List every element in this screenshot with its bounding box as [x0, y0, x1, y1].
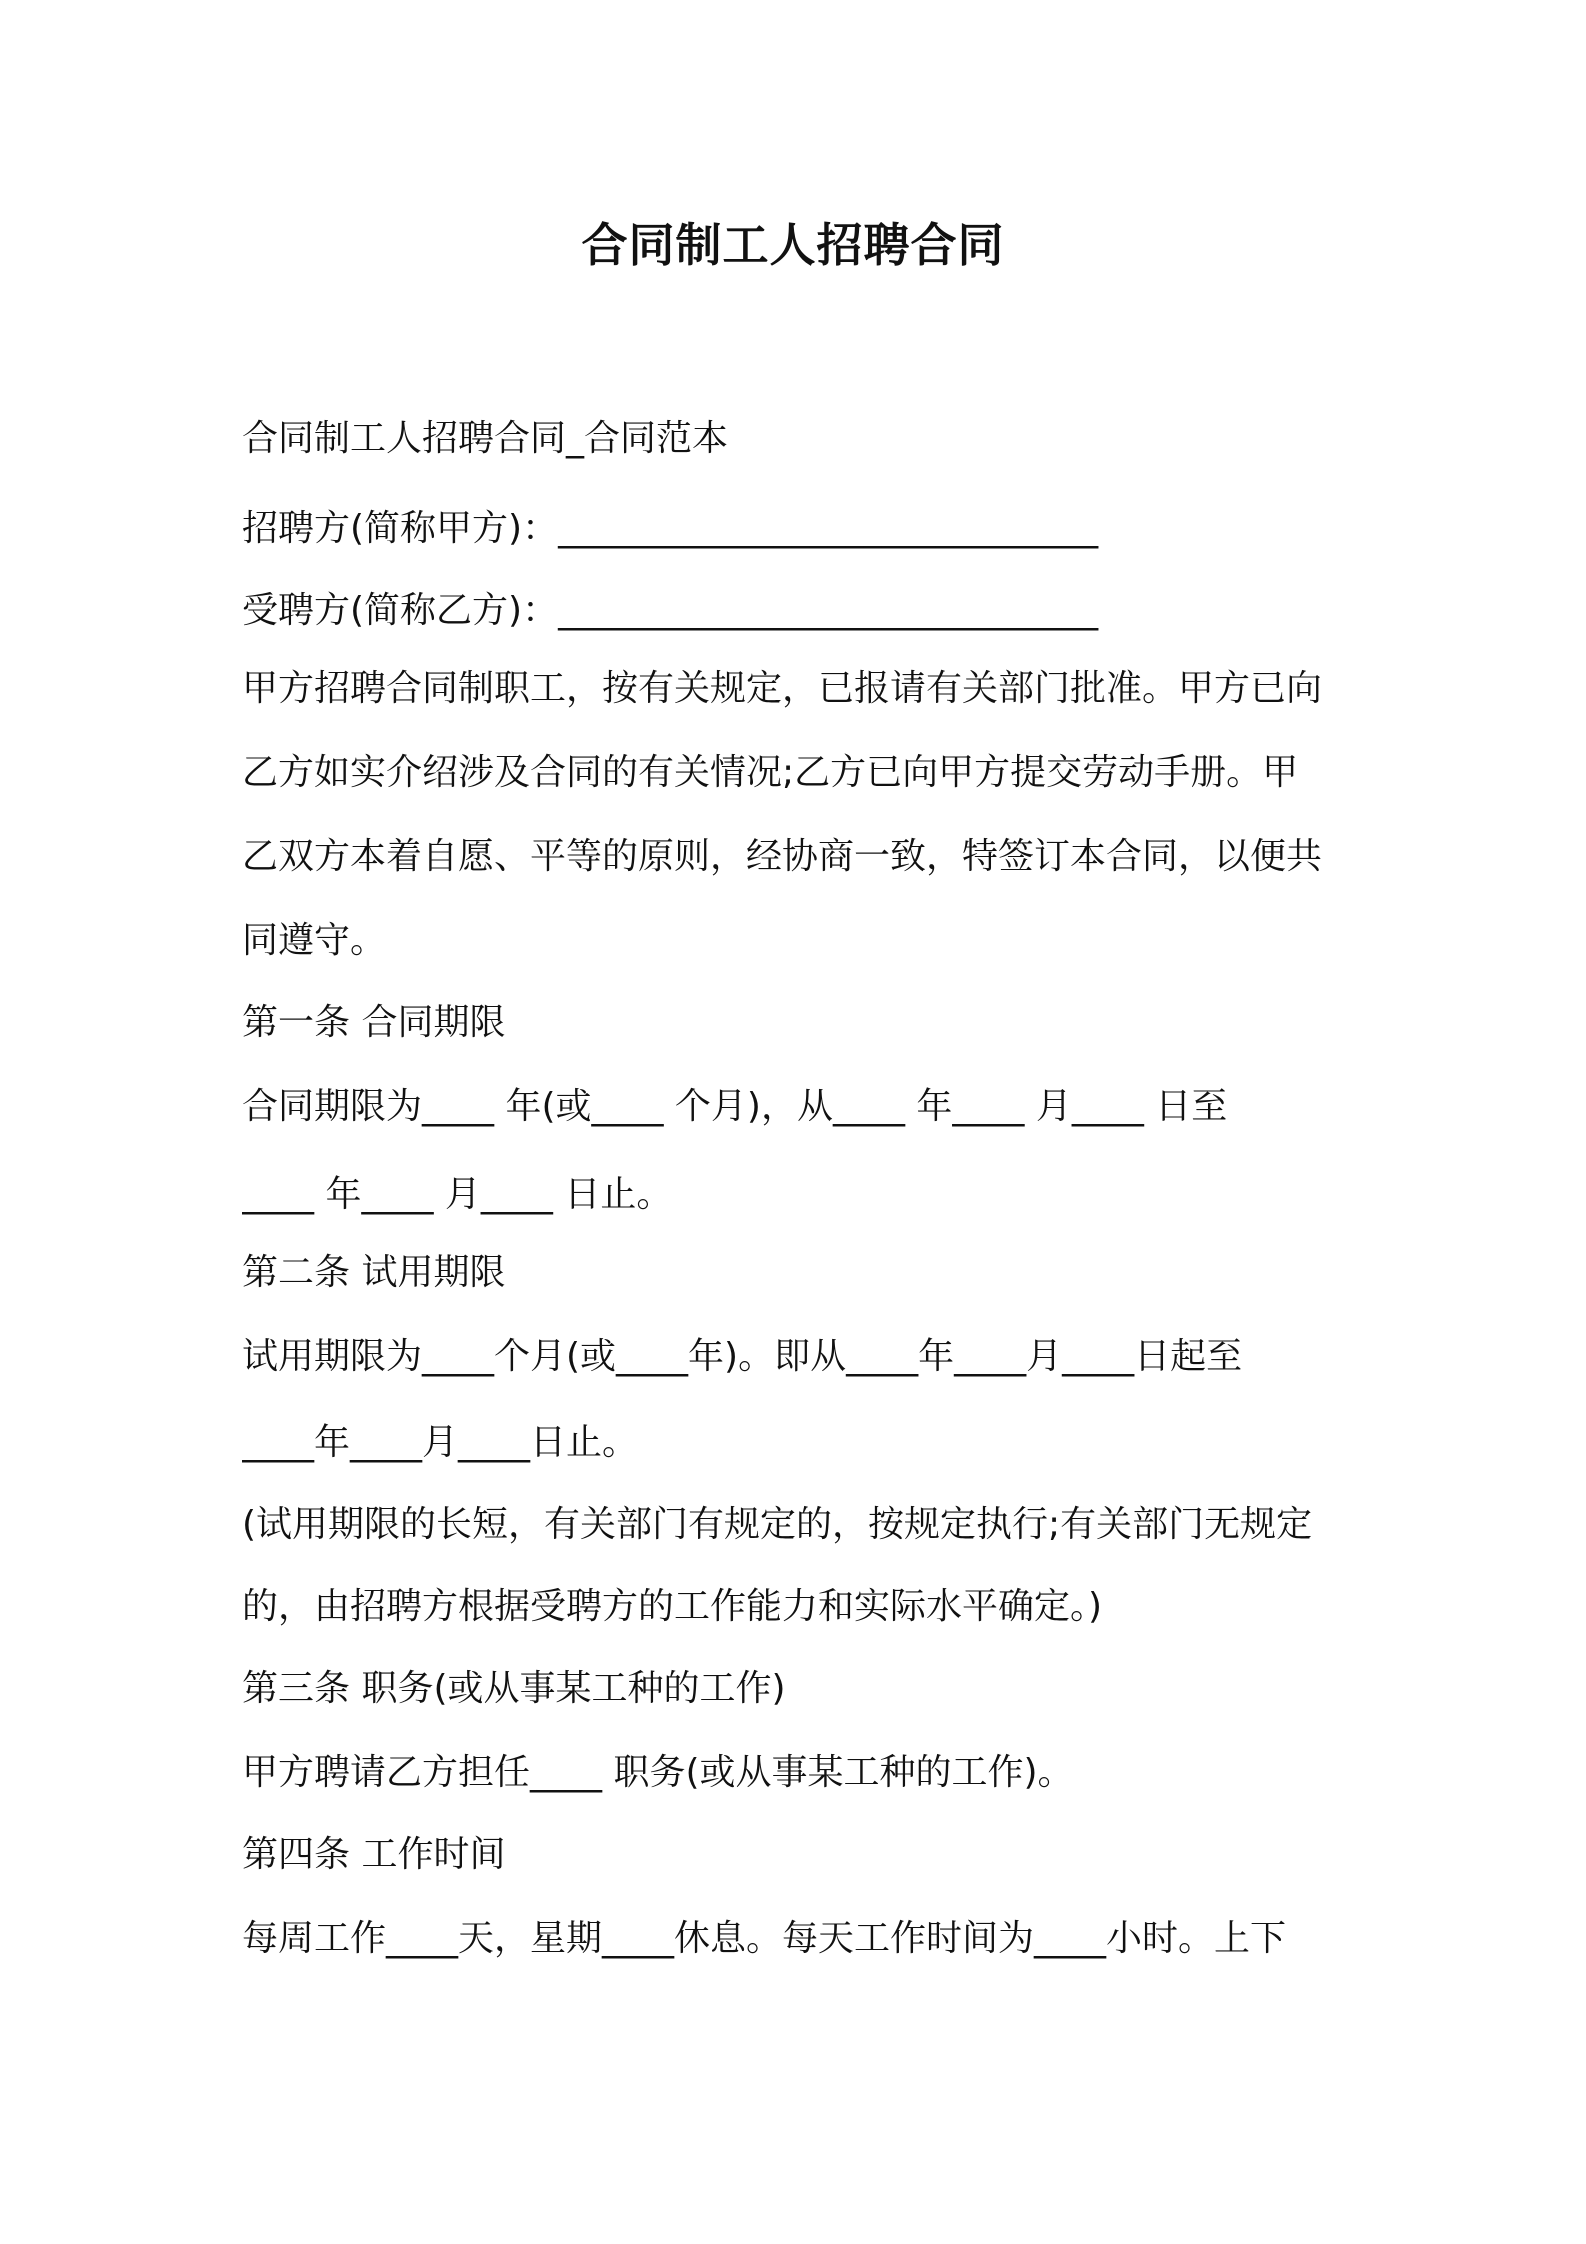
article-heading: 第三条 职务(或从事某工种的工作)	[242, 1668, 786, 1709]
document-subtitle: 合同制工人招聘合同_合同范本	[242, 418, 729, 459]
preamble-line: 乙双方本着自愿、平等的原则，经协商一致，特签订本合同，以便共	[242, 836, 1323, 877]
preamble-line: 甲方招聘合同制职工，按有关规定，已报请有关部门批准。甲方已向	[242, 668, 1323, 709]
article-text-line: 每周工作____天，星期____休息。每天工作时间为____小时。上下	[242, 1918, 1287, 1959]
article-text-line: (试用期限的长短，有关部门有规定的，按规定执行;有关部门无规定	[242, 1504, 1313, 1545]
article-text-line: 试用期限为____个月(或____年)。即从____年____月____日起至	[242, 1336, 1243, 1377]
article-text-line: ____ 年____ 月____ 日止。	[242, 1174, 673, 1215]
document-title: 合同制工人招聘合同	[581, 218, 1005, 272]
article-text-line: 的，由招聘方根据受聘方的工作能力和实际水平确定。)	[242, 1586, 1103, 1627]
preamble-line: 同遵守。	[242, 920, 387, 961]
article-heading: 第四条 工作时间	[242, 1834, 506, 1875]
article-text-line: 甲方聘请乙方担任____ 职务(或从事某工种的工作)。	[242, 1752, 1074, 1793]
preamble-line: 乙方如实介绍涉及合同的有关情况;乙方已向甲方提交劳动手册。甲	[242, 752, 1299, 793]
party-b-line: 受聘方(简称乙方)：______________________________	[242, 590, 1099, 631]
article-heading: 第一条 合同期限	[242, 1002, 506, 1043]
article-text-line: ____年____月____日止。	[242, 1422, 639, 1463]
article-text-line: 合同期限为____ 年(或____ 个月)，从____ 年____ 月____ 日至	[242, 1086, 1228, 1127]
article-heading: 第二条 试用期限	[242, 1252, 506, 1293]
party-a-line: 招聘方(简称甲方)：______________________________	[242, 508, 1099, 549]
